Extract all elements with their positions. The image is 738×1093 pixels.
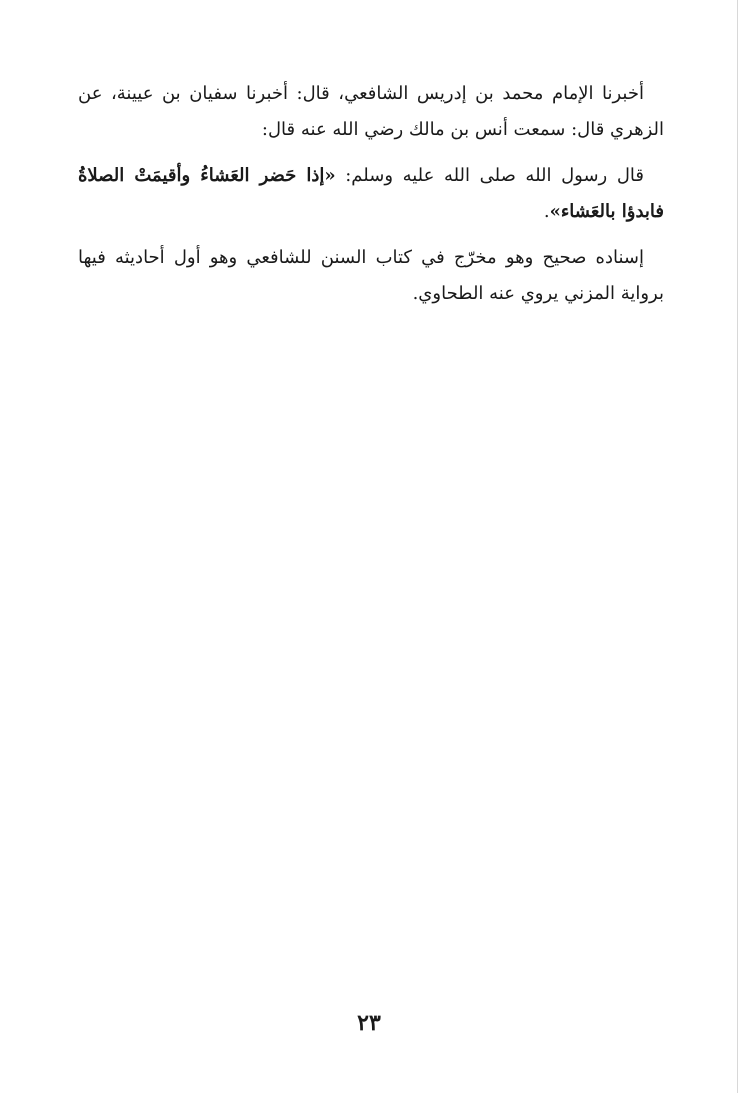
hadith-intro-text: قال رسول الله صلى الله عليه وسلم: (335, 165, 644, 186)
paragraph-chain-of-narration (78, 76, 664, 148)
paragraph-isnad-note (78, 240, 664, 312)
isnad-note-text: إسناده صحيح وهو مخرّج في كتاب السنن للشافعي وهو أول أحاديثه فيها برواية المزني يروي عنه الطحاوي. (78, 247, 664, 304)
body-text (78, 76, 664, 312)
chain-of-narration-text: أخبرنا الإمام محمد بن إدريس الشافعي، قال: أخبرنا سفيان بن عيينة، عن الزهري قال: سمعت أنس بن مالك رضي الله عنه قال: (78, 83, 664, 140)
paragraph-hadith (78, 158, 664, 230)
hadith-tail-punctuation: . (543, 201, 550, 222)
hadith-quote: «إذا حَضر العَشاءُ وأقيمَتْ الصلاةُ فابدؤا بالعَشاء» (78, 165, 664, 222)
page-number: ٢٣ (357, 1010, 381, 1036)
